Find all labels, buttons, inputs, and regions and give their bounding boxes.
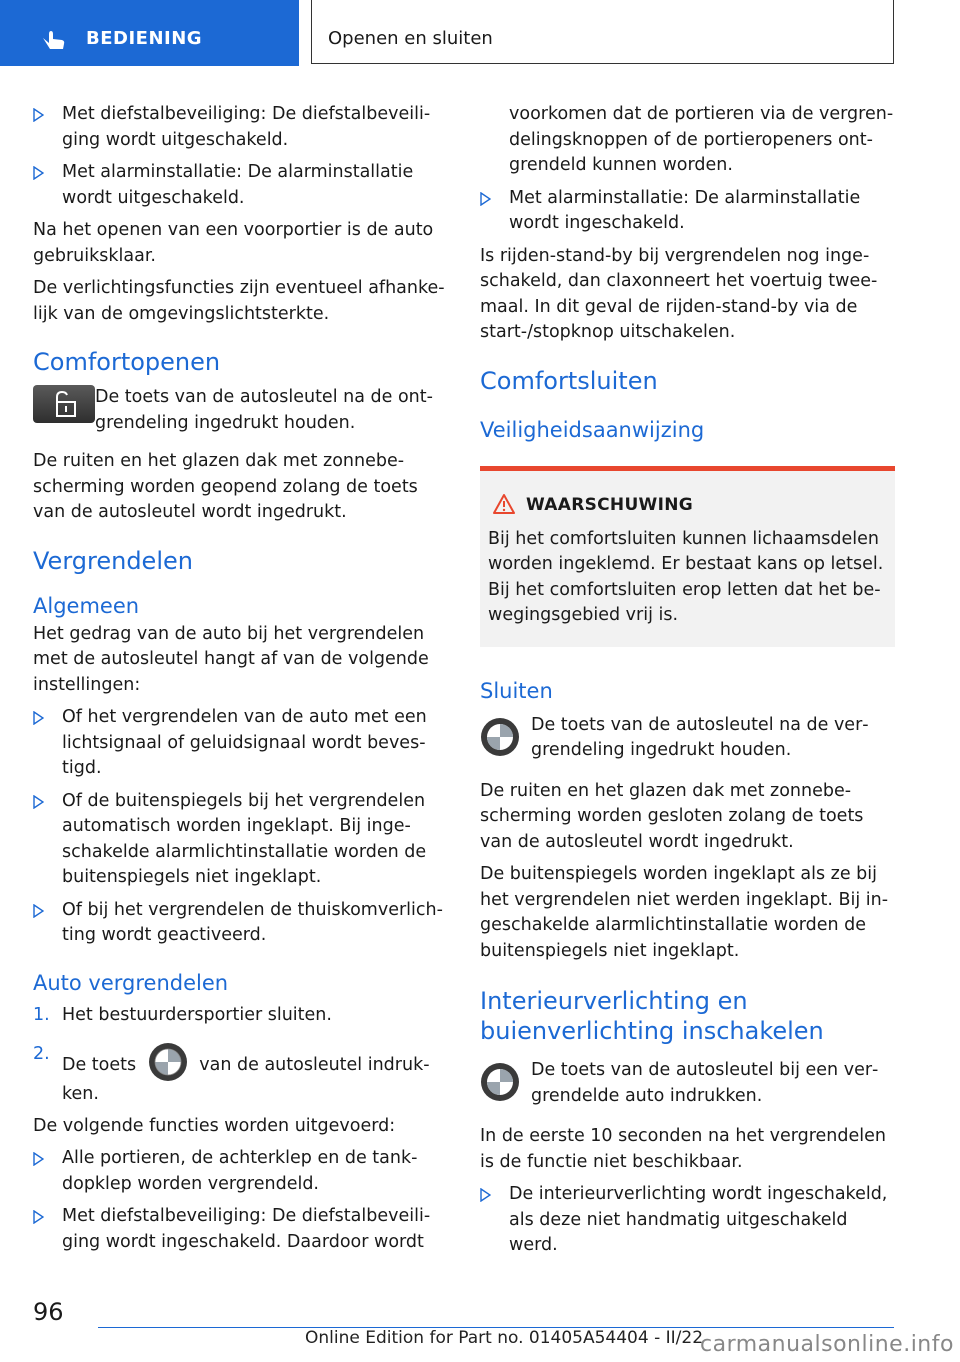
heading-interieurverlichting: Interieurverlichting en buienverlichting inschakelen bbox=[480, 987, 824, 1045]
heading-comfortopenen: Comfortopenen bbox=[33, 348, 221, 376]
paragraph: De ruiten en het glazen dak met zonnebescherming worden gesloten zolang de toets van de autosleutel wordt ingedrukt. bbox=[480, 780, 864, 852]
hand-icon bbox=[40, 26, 68, 50]
bmw-key-button-icon bbox=[480, 1062, 520, 1102]
warning-triangle-icon bbox=[492, 493, 516, 515]
triangle-bullet-icon bbox=[33, 1210, 44, 1224]
triangle-bullet-icon bbox=[33, 904, 44, 918]
right-column bbox=[480, 102, 895, 1266]
heading-veiligheidsaanwijzing: Veiligheidsaanwijzing bbox=[480, 417, 705, 442]
triangle-bullet-icon bbox=[33, 711, 44, 725]
key-instruction: De toets van de autosleutel bij een vergrendelde auto indrukken. bbox=[480, 1058, 895, 1110]
edition-text: Online Edition for Part no. 01405A54404 - II/22 bbox=[305, 1328, 704, 1348]
heading-auto-vergrendelen: Auto vergrendelen bbox=[33, 970, 229, 995]
chapter-header bbox=[311, 0, 894, 64]
page-number: 96 bbox=[33, 1298, 64, 1326]
list-item: Of bij het vergrendelen de thuiskomverlichting wordt geactiveerd. bbox=[33, 898, 448, 949]
chapter-title: Openen en sluiten bbox=[328, 28, 493, 49]
list-item: De interieurverlichting wordt ingeschakeld, als deze niet handmatig uitgeschakeld werd. bbox=[480, 1182, 895, 1259]
list-item: Met alarminstallatie: De alarminstallatie wordt ingeschakeld. bbox=[480, 186, 895, 237]
left-column bbox=[33, 102, 448, 1262]
step-item: 1. Het bestuurdersportier sluiten. bbox=[33, 1004, 332, 1025]
paragraph: De ruiten en het glazen dak met zonnebescherming worden geopend zolang de toets van de autosleutel wordt ingedrukt. bbox=[33, 451, 418, 522]
paragraph: voorkomen dat de portieren via de vergrendelingsknoppen of de portieropeners ontgrendeld kunnen worden. bbox=[509, 104, 894, 175]
watermark: carmanualsonline.info bbox=[700, 1332, 954, 1357]
list-item: Met diefstalbeveiliging: De diefstalbeveiliging wordt ingeschakeld. Daardoor wordt bbox=[33, 1204, 448, 1255]
section-title: BEDIENING bbox=[86, 28, 203, 49]
triangle-bullet-icon bbox=[480, 192, 491, 206]
bmw-key-button-icon bbox=[480, 717, 520, 757]
warning-title: WAARSCHUWING bbox=[488, 493, 887, 517]
key-instruction: De toets van de autosleutel na de vergrendeling ingedrukt houden. bbox=[480, 713, 895, 765]
list-item: Met alarminstallatie: De alarminstallatie wordt uitgeschakeld. bbox=[33, 160, 448, 211]
step-item: 2. De toets van de autosleutel indrukken. bbox=[33, 1044, 430, 1104]
warning-box bbox=[480, 466, 895, 647]
paragraph: De verlichtingsfuncties zijn eventueel afhankelijk van de omgevingslichtsterkte. bbox=[33, 278, 445, 324]
heading-sluiten: Sluiten bbox=[480, 678, 553, 703]
list-item: Of de buitenspiegels bij het vergrendelen automatisch worden ingeklapt. Bij ingeschakelde alarmlichtinstallatie worden de buitenspiegels niet ingeklapt. bbox=[33, 789, 448, 891]
unlock-button-icon bbox=[33, 385, 95, 423]
heading-vergrendelen: Vergrendelen bbox=[33, 546, 193, 575]
bmw-key-button-icon bbox=[148, 1042, 188, 1082]
triangle-bullet-icon bbox=[33, 1152, 44, 1166]
triangle-bullet-icon bbox=[33, 795, 44, 809]
paragraph: De volgende functies worden uitgevoerd: bbox=[33, 1115, 396, 1136]
heading-algemeen: Algemeen bbox=[33, 593, 140, 618]
paragraph: Is rijden-stand-by bij vergrendelen nog ingeschakeld, dan claxonneert het voertuig tweemaal. In dit geval de rijden-stand-by via de start-/stopknop uitschakelen. bbox=[480, 245, 878, 342]
heading-comfortsluiten: Comfortsluiten bbox=[480, 366, 658, 395]
list-item: Of het vergrendelen van de auto met een lichtsignaal of geluidsignaal wordt bevestigd. bbox=[33, 705, 448, 782]
paragraph: Na het openen van een voorportier is de auto gebruiksklaar. bbox=[33, 220, 434, 266]
paragraph: In de eerste 10 seconden na het vergrendelen is de functie niet beschikbaar. bbox=[480, 1126, 886, 1172]
triangle-bullet-icon bbox=[33, 166, 44, 180]
paragraph: Het gedrag van de auto bij het vergrendelen met de autosleutel hangt af van de volgende instellingen: bbox=[33, 623, 429, 695]
triangle-bullet-icon bbox=[33, 108, 44, 122]
triangle-bullet-icon bbox=[480, 1188, 491, 1202]
paragraph: De buitenspiegels worden ingeklapt als ze bij het vergrendelen niet werden ingeklapt. Bij ingeschakelde alarmlichtinstallatie worden de buitenspiegels niet ingeklapt. bbox=[480, 864, 889, 961]
key-instruction: De toets van de autosleutel na de ontgrendeling ingedrukt houden. bbox=[33, 385, 448, 437]
section-tab bbox=[0, 0, 299, 66]
list-item: Alle portieren, de achterklep en de tankdopklep worden vergrendeld. bbox=[33, 1146, 448, 1197]
list-item: Met diefstalbeveiliging: De diefstalbeveiliging wordt uitgeschakeld. bbox=[33, 102, 448, 153]
warning-text: Bij het comfortsluiten kunnen lichaamsdelen worden ingeklemd. Er bestaat kans op letsel. Bij het comfortsluiten erop letten dat het bewegingsgebied vrij is. bbox=[488, 528, 884, 625]
